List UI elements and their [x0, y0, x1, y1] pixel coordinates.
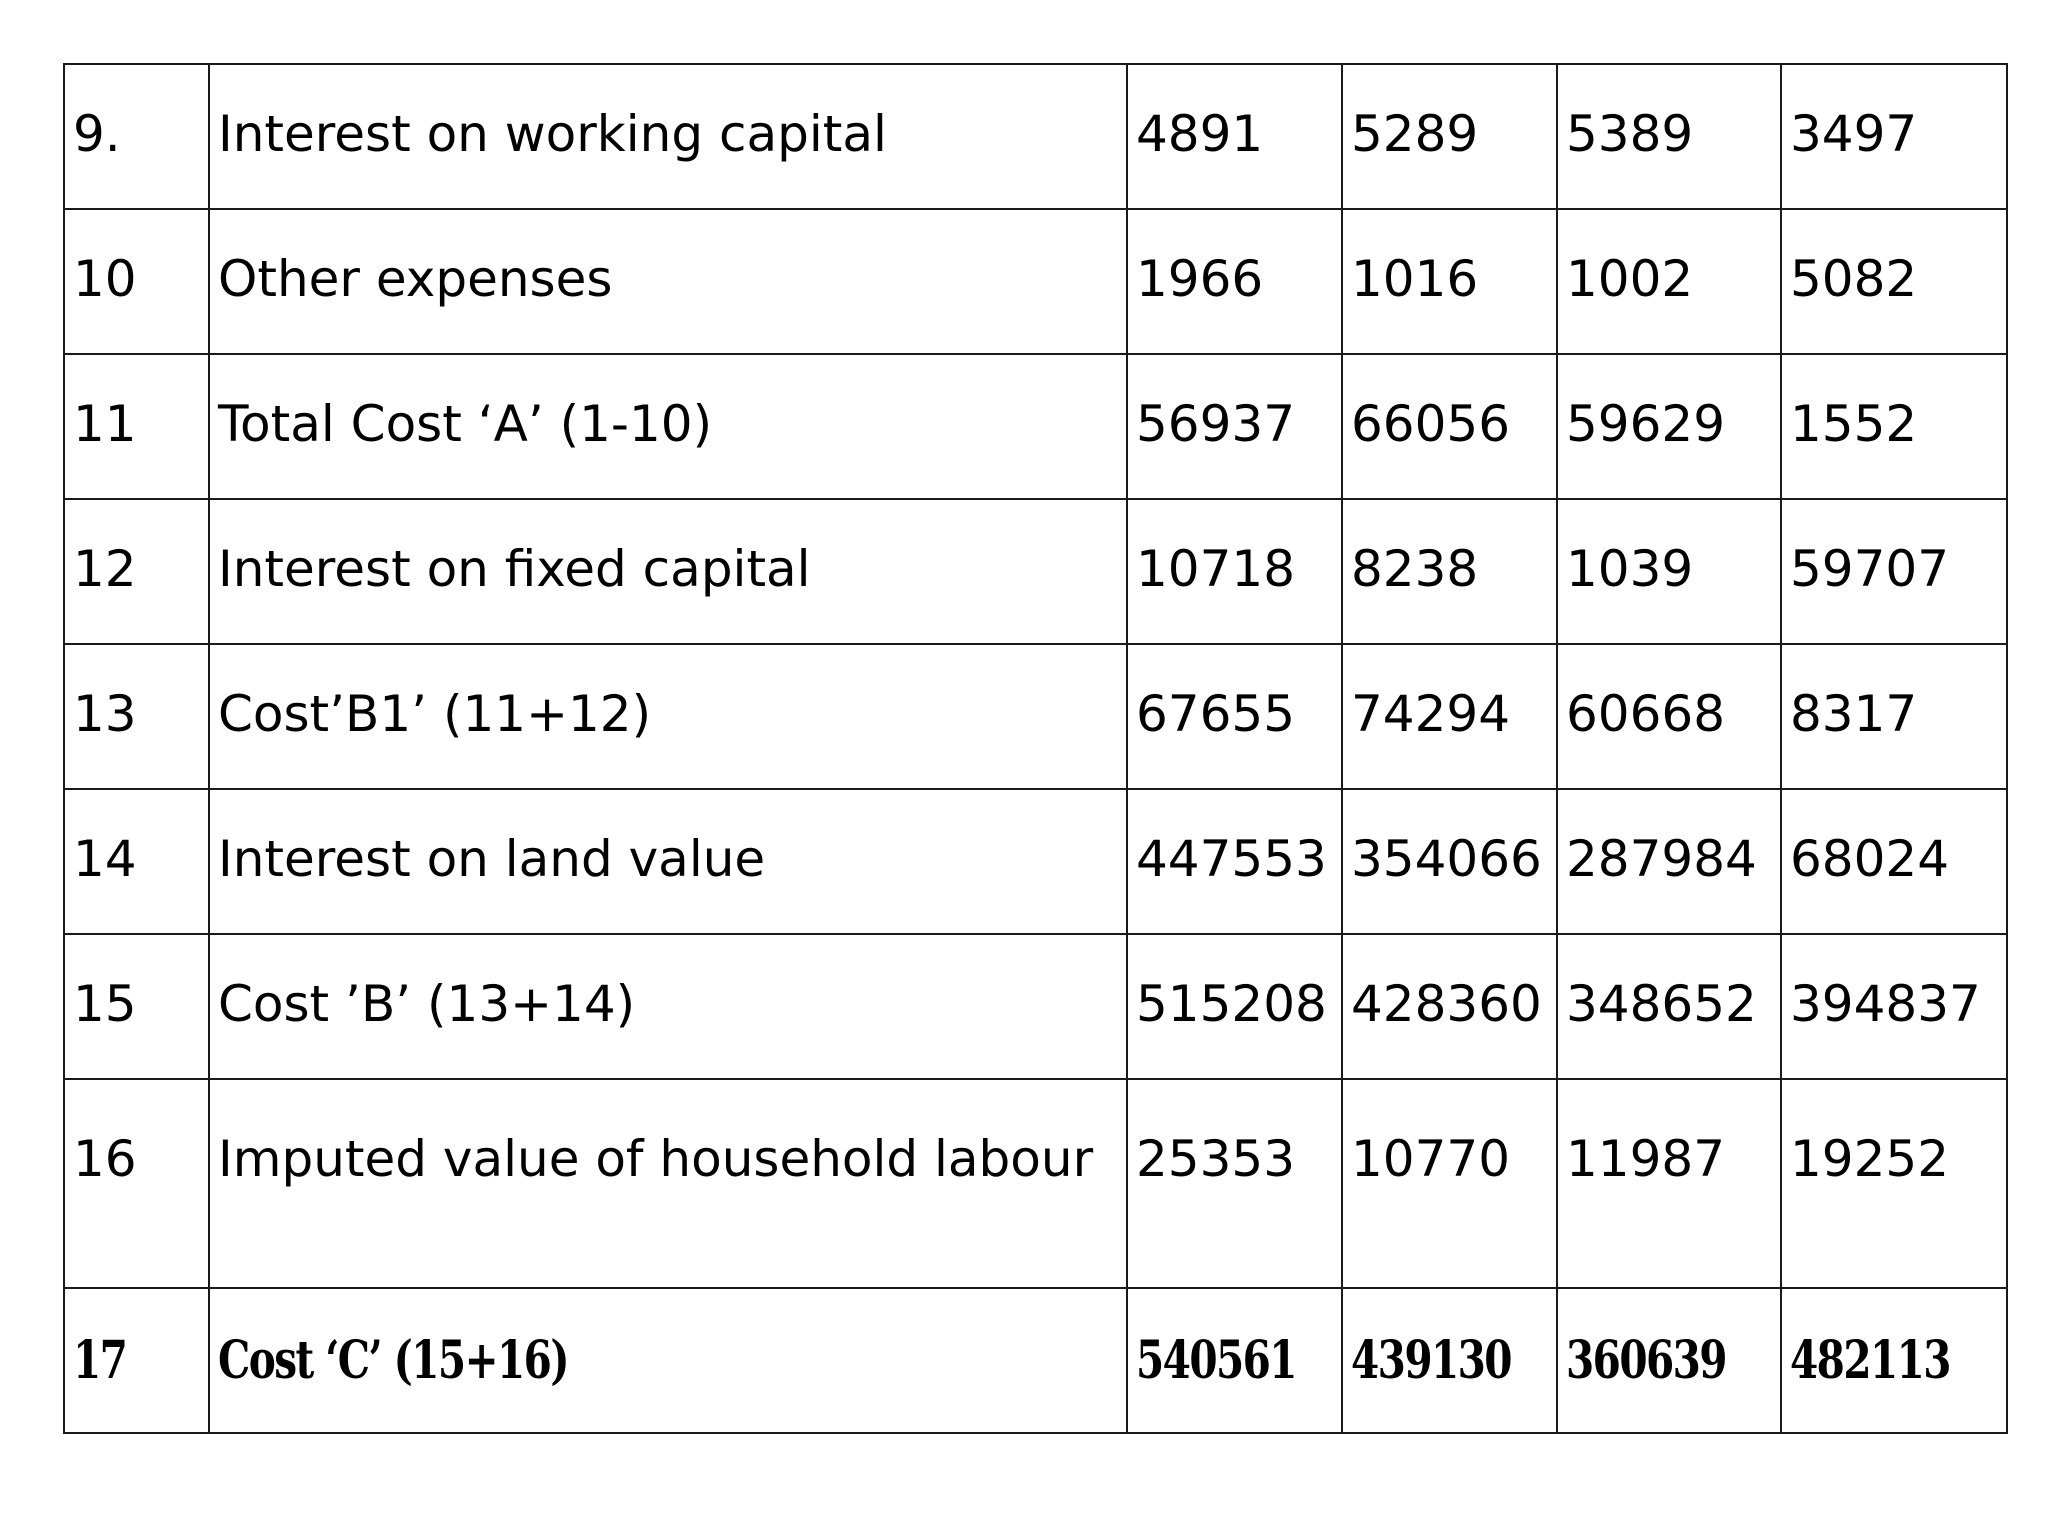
row-value: 10770 [1342, 1079, 1557, 1288]
row-value-text: 482113 [1790, 1329, 1950, 1391]
row-label-text: Cost ‘C’ (15+16) [218, 1329, 568, 1391]
row-label: Interest on fixed capital [209, 499, 1127, 644]
row-value: 1002 [1557, 209, 1781, 354]
row-value: 1039 [1557, 499, 1781, 644]
row-label: Cost’B1’ (11+12) [209, 644, 1127, 789]
row-value: 66056 [1342, 354, 1557, 499]
row-value: 8238 [1342, 499, 1557, 644]
row-value: 1552 [1781, 354, 2007, 499]
row-value: 5082 [1781, 209, 2007, 354]
table-row [64, 1079, 2007, 1288]
row-number-text: 17 [73, 1329, 127, 1391]
table-row [64, 789, 2007, 934]
row-label: Cost ’B’ (13+14) [209, 934, 1127, 1079]
row-number: 10 [64, 209, 209, 354]
table-row [64, 644, 2007, 789]
row-value: 394837 [1781, 934, 2007, 1079]
row-number: 16 [64, 1079, 209, 1288]
cost-table [63, 63, 2008, 1434]
total-row [64, 1288, 2007, 1433]
row-value: 1966 [1127, 209, 1342, 354]
row-value: 428360 [1342, 934, 1557, 1079]
row-value: 68024 [1781, 789, 2007, 934]
row-value: 8317 [1781, 644, 2007, 789]
row-number: 12 [64, 499, 209, 644]
row-value: 67655 [1127, 644, 1342, 789]
row-value-text: 540561 [1136, 1329, 1296, 1391]
table-row [64, 499, 2007, 644]
row-number: 14 [64, 789, 209, 934]
row-label: Total Cost ‘A’ (1-10) [209, 354, 1127, 499]
row-number [64, 1288, 209, 1433]
row-value: 5389 [1557, 64, 1781, 209]
row-value: 4891 [1127, 64, 1342, 209]
row-value: 19252 [1781, 1079, 2007, 1288]
row-value: 59707 [1781, 499, 2007, 644]
row-label: Interest on land value [209, 789, 1127, 934]
row-value: 348652 [1557, 934, 1781, 1079]
row-value: 56937 [1127, 354, 1342, 499]
row-label: Imputed value of household labour [209, 1079, 1127, 1288]
row-value: 3497 [1781, 64, 2007, 209]
table-row [64, 354, 2007, 499]
row-number: 11 [64, 354, 209, 499]
row-number: 15 [64, 934, 209, 1079]
row-value: 5289 [1342, 64, 1557, 209]
row-label: Interest on working capital [209, 64, 1127, 209]
row-value [1127, 1288, 1342, 1433]
row-label [209, 1288, 1127, 1433]
table-row [64, 934, 2007, 1079]
row-value: 447553 [1127, 789, 1342, 934]
row-number: 9. [64, 64, 209, 209]
row-value: 60668 [1557, 644, 1781, 789]
row-value: 10718 [1127, 499, 1342, 644]
row-value-text: 360639 [1566, 1329, 1726, 1391]
row-value-text: 439130 [1351, 1329, 1511, 1391]
table-row [64, 209, 2007, 354]
row-value: 1016 [1342, 209, 1557, 354]
row-value: 11987 [1557, 1079, 1781, 1288]
row-value: 354066 [1342, 789, 1557, 934]
row-value: 515208 [1127, 934, 1342, 1079]
row-value: 74294 [1342, 644, 1557, 789]
row-label: Other expenses [209, 209, 1127, 354]
row-value: 25353 [1127, 1079, 1342, 1288]
row-value [1342, 1288, 1557, 1433]
table-row [64, 64, 2007, 209]
row-value [1557, 1288, 1781, 1433]
row-value: 59629 [1557, 354, 1781, 499]
row-number: 13 [64, 644, 209, 789]
row-value [1781, 1288, 2007, 1433]
row-value: 287984 [1557, 789, 1781, 934]
